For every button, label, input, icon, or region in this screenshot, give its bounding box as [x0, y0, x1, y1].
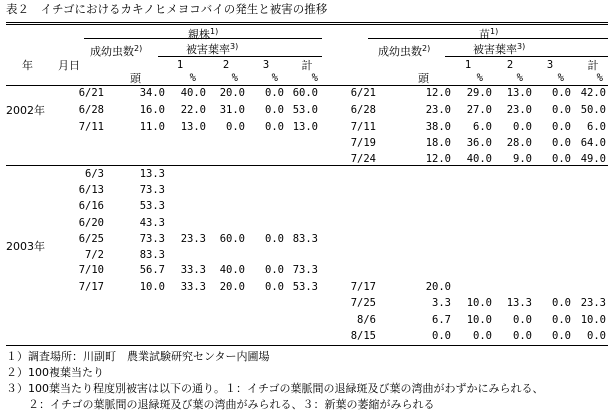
nursery-adults-value: 56.7 [139, 264, 165, 276]
seedling-damage-value: 0.0 [552, 330, 571, 342]
year-label: 2003年 [6, 240, 45, 253]
nursery-adults-value: 43.3 [139, 217, 165, 229]
nursery-adults-value: 11.0 [139, 121, 165, 133]
seedling-adults-value: 3.3 [432, 297, 451, 309]
nursery-damage-value: 73.3 [292, 264, 318, 276]
nursery-adults-value: 34.0 [139, 87, 165, 99]
seedling-grade-2-header: 2 [506, 59, 514, 71]
nursery-pct-unit-3: % [271, 72, 278, 84]
nursery-damage-value: 0.0 [265, 264, 284, 276]
footnote-1: １）調査場所：川副町 農業試験研究センター内圃場 [6, 350, 270, 363]
seedling-damage-header: 被害葉率$^{3)}$ [473, 42, 526, 56]
seedling-pct-unit-2: % [516, 72, 523, 84]
seedling-damage-value: 0.0 [473, 330, 492, 342]
nursery-damage-value: 33.3 [180, 264, 206, 276]
seedling-group-header: 苗$^{1)}$ [479, 27, 499, 41]
seedling-damage-value: 9.0 [513, 153, 532, 165]
nursery-date: 6/25 [78, 233, 104, 245]
nursery-adults-value: 73.3 [139, 233, 165, 245]
nursery-adults-value: 13.3 [139, 168, 165, 180]
seedling-grade-3-header: 3 [546, 59, 554, 71]
nursery-damage-value: 53.3 [292, 281, 318, 293]
nursery-damage-value: 0.0 [265, 87, 284, 99]
nursery-damage-value: 83.3 [292, 233, 318, 245]
nursery-damage-value: 0.0 [265, 121, 284, 133]
seedling-adults-value: 18.0 [425, 137, 451, 149]
seedling-damage-value: 0.0 [552, 104, 571, 116]
seedling-damage-value: 42.0 [580, 87, 606, 99]
nursery-damage-value: 20.0 [219, 281, 245, 293]
nursery-pct-unit-total: % [311, 72, 318, 84]
seedling-damage-value: 50.0 [580, 104, 606, 116]
seedling-adults-value: 20.0 [425, 281, 451, 293]
nursery-date: 6/16 [78, 200, 104, 212]
seedling-damage-value: 36.0 [466, 137, 492, 149]
nursery-adults-value: 10.0 [139, 281, 165, 293]
seedling-count-unit: 頭 [418, 72, 429, 85]
nursery-damage-value: 13.0 [292, 121, 318, 133]
seedling-damage-value: 27.0 [466, 104, 492, 116]
nursery-adults-value: 16.0 [139, 104, 165, 116]
nursery-damage-value: 60.0 [219, 233, 245, 245]
header-bottom-rule [6, 85, 608, 86]
seedling-damage-value: 23.3 [580, 297, 606, 309]
date-header: 月日 [58, 59, 80, 72]
seedling-damage-value: 0.0 [552, 297, 571, 309]
seedling-date: 8/6 [357, 314, 376, 326]
seedling-damage-value: 29.0 [466, 87, 492, 99]
nursery-date: 7/2 [85, 249, 104, 261]
seedling-damage-value: 0.0 [552, 153, 571, 165]
seedling-damage-value: 64.0 [580, 137, 606, 149]
seedling-damage-value: 40.0 [466, 153, 492, 165]
nursery-total-header: 計 [301, 59, 313, 72]
nursery-damage-value: 60.0 [292, 87, 318, 99]
seedling-damage-value: 0.0 [513, 330, 532, 342]
nursery-damage-value: 40.0 [180, 87, 206, 99]
nursery-date: 7/10 [78, 264, 104, 276]
seedling-date: 6/28 [350, 104, 376, 116]
nursery-date: 6/3 [85, 168, 104, 180]
seedling-damage-value: 23.0 [506, 104, 532, 116]
seedling-pct-unit-3: % [557, 72, 564, 84]
year-header: 年 [22, 59, 33, 72]
seedling-adults-value: 6.7 [432, 314, 451, 326]
seedling-date: 7/19 [350, 137, 376, 149]
nursery-date: 7/17 [78, 281, 104, 293]
nursery-damage-value: 13.0 [180, 121, 206, 133]
seedling-damage-value: 10.0 [466, 297, 492, 309]
seedling-damage-value: 10.0 [580, 314, 606, 326]
nursery-damage-value: 40.0 [219, 264, 245, 276]
seedling-damage-value: 49.0 [580, 153, 606, 165]
nursery-date: 6/21 [78, 87, 104, 99]
nursery-group-header: 親株$^{1)}$ [188, 27, 219, 41]
seedling-date: 8/15 [350, 330, 376, 342]
seedling-grade-1-header: 1 [464, 59, 472, 71]
seedling-adults-header: 成幼虫数$^{2)}$ [378, 44, 431, 58]
seedling-adults-value: 38.0 [425, 121, 451, 133]
nursery-adults-value: 53.3 [139, 200, 165, 212]
seedling-damage-value: 13.0 [506, 87, 532, 99]
nursery-grade-1-header: 1 [176, 59, 184, 71]
nursery-damage-value: 0.0 [265, 104, 284, 116]
seedling-adults-value: 12.0 [425, 87, 451, 99]
seedling-total-header: 計 [587, 59, 599, 72]
seedling-damage-value: 6.0 [473, 121, 492, 133]
nursery-date: 6/20 [78, 217, 104, 229]
seedling-damage-value: 0.0 [552, 121, 571, 133]
nursery-damage-header: 被害葉率$^{3)}$ [186, 42, 239, 56]
nursery-date: 6/13 [78, 184, 104, 196]
seedling-damage-value: 0.0 [552, 314, 571, 326]
seedling-date: 7/24 [350, 153, 376, 165]
nursery-adults-value: 73.3 [139, 184, 165, 196]
seedling-date: 7/25 [350, 297, 376, 309]
seedling-date: 6/21 [350, 87, 376, 99]
nursery-date: 7/11 [78, 121, 104, 133]
table-title: 表２ イチゴにおけるカキノヒメヨコバイの発生と被害の推移 [6, 2, 328, 16]
nursery-pct-unit-2: % [231, 72, 238, 84]
nursery-grade-3-header: 3 [262, 59, 270, 71]
seedling-pct-unit-total: % [596, 72, 603, 84]
nursery-grade-2-header: 2 [222, 59, 230, 71]
seedling-damage-value: 0.0 [552, 137, 571, 149]
nursery-pct-unit-1: % [189, 72, 196, 84]
nursery-damage-value: 33.3 [180, 281, 206, 293]
footnote-4: ２：イチゴの葉脈間の退緑斑及び葉の湾曲がみられる、３：新葉の萎縮がみられる [6, 398, 435, 411]
nursery-damage-value: 0.0 [265, 281, 284, 293]
seedling-damage-value: 6.0 [587, 121, 606, 133]
seedling-pct-unit-1: % [476, 72, 483, 84]
year-label: 2002年 [6, 104, 45, 117]
nursery-damage-value: 0.0 [226, 121, 245, 133]
nursery-date: 6/28 [78, 104, 104, 116]
nursery-damage-rule [158, 56, 322, 57]
nursery-adults-header: 成幼虫数$^{2)}$ [90, 44, 143, 58]
nursery-count-unit: 頭 [130, 72, 141, 85]
seedling-date: 7/17 [350, 281, 376, 293]
seedling-adults-value: 12.0 [425, 153, 451, 165]
nursery-adults-value: 83.3 [139, 249, 165, 261]
seedling-damage-value: 0.0 [587, 330, 606, 342]
seedling-damage-rule [445, 56, 608, 57]
nursery-damage-value: 23.3 [180, 233, 206, 245]
footnote-2: ２）100複葉当たり [6, 366, 104, 379]
nursery-damage-value: 31.0 [219, 104, 245, 116]
seedling-damage-value: 0.0 [513, 314, 532, 326]
seedling-date: 7/11 [350, 121, 376, 133]
seedling-damage-value: 13.3 [506, 297, 532, 309]
table-bottom-rule [6, 345, 608, 346]
nursery-damage-value: 20.0 [219, 87, 245, 99]
seedling-damage-value: 10.0 [466, 314, 492, 326]
nursery-damage-value: 22.0 [180, 104, 206, 116]
seedling-adults-value: 23.0 [425, 104, 451, 116]
top-rule [6, 22, 608, 23]
nursery-damage-value: 53.0 [292, 104, 318, 116]
seedling-damage-value: 0.0 [513, 121, 532, 133]
seedling-damage-value: 0.0 [552, 87, 571, 99]
footnote-3: ３）100葉当たり程度別被害は以下の通り。１：イチゴの葉脈間の退緑斑及び葉の湾曲がわずかにみられる、 [6, 382, 544, 395]
seedling-damage-value: 28.0 [506, 137, 532, 149]
seedling-adults-value: 0.0 [432, 330, 451, 342]
nursery-damage-value: 0.0 [265, 233, 284, 245]
